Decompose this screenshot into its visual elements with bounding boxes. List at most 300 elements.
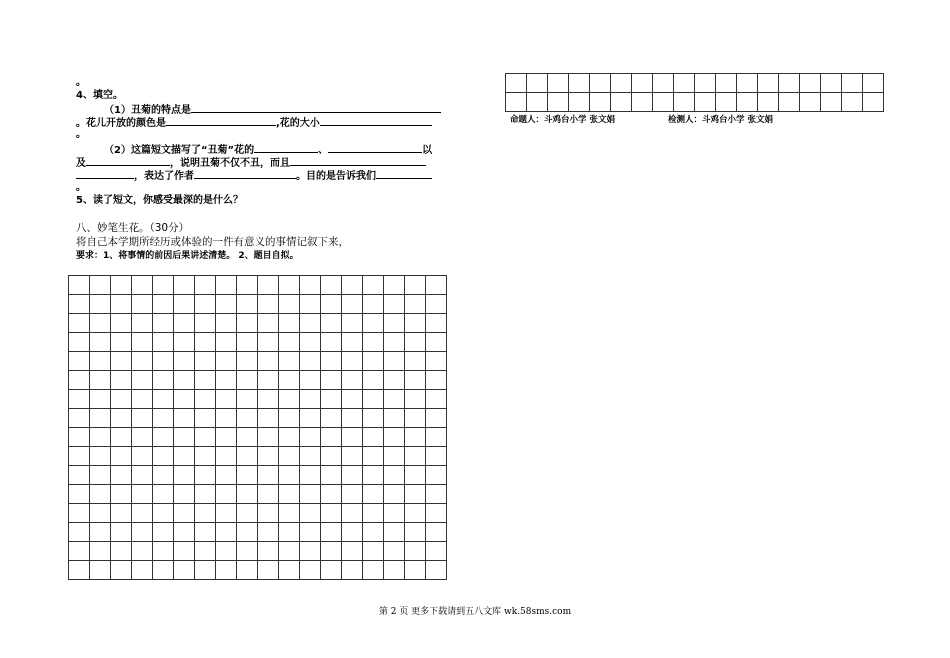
grid-cell[interactable] xyxy=(132,409,153,428)
grid-cell[interactable] xyxy=(195,561,216,580)
grid-cell[interactable] xyxy=(384,314,405,333)
grid-cell[interactable] xyxy=(132,390,153,409)
answer-blank[interactable] xyxy=(320,115,432,126)
composition-grid[interactable] xyxy=(68,275,447,580)
grid-cell[interactable] xyxy=(153,428,174,447)
grid-cell[interactable] xyxy=(237,561,258,580)
grid-cell[interactable] xyxy=(111,485,132,504)
grid-cell[interactable] xyxy=(384,561,405,580)
grid-cell[interactable] xyxy=(132,295,153,314)
grid-cell[interactable] xyxy=(363,504,384,523)
grid-cell[interactable] xyxy=(363,314,384,333)
grid-cell[interactable] xyxy=(405,542,426,561)
grid-cell[interactable] xyxy=(258,352,279,371)
grid-cell[interactable] xyxy=(342,523,363,542)
grid-cell[interactable] xyxy=(506,93,527,112)
grid-cell[interactable] xyxy=(216,542,237,561)
grid-cell[interactable] xyxy=(216,504,237,523)
grid-cell[interactable] xyxy=(258,276,279,295)
grid-cell[interactable] xyxy=(426,409,447,428)
grid-cell[interactable] xyxy=(153,504,174,523)
grid-cell[interactable] xyxy=(321,352,342,371)
composition-grid-continued[interactable] xyxy=(505,73,884,112)
grid-cell[interactable] xyxy=(342,542,363,561)
grid-cell[interactable] xyxy=(321,276,342,295)
grid-cell[interactable] xyxy=(132,352,153,371)
grid-cell[interactable] xyxy=(195,485,216,504)
grid-cell[interactable] xyxy=(279,352,300,371)
grid-cell[interactable] xyxy=(279,466,300,485)
grid-cell[interactable] xyxy=(216,314,237,333)
grid-cell[interactable] xyxy=(384,428,405,447)
grid-cell[interactable] xyxy=(258,485,279,504)
grid-cell[interactable] xyxy=(216,428,237,447)
answer-blank[interactable] xyxy=(86,155,170,166)
grid-cell[interactable] xyxy=(195,390,216,409)
grid-cell[interactable] xyxy=(237,276,258,295)
grid-cell[interactable] xyxy=(216,447,237,466)
grid-cell[interactable] xyxy=(653,93,674,112)
grid-cell[interactable] xyxy=(111,428,132,447)
grid-cell[interactable] xyxy=(237,504,258,523)
grid-cell[interactable] xyxy=(237,390,258,409)
grid-cell[interactable] xyxy=(279,314,300,333)
grid-cell[interactable] xyxy=(405,276,426,295)
grid-cell[interactable] xyxy=(569,93,590,112)
grid-cell[interactable] xyxy=(69,485,90,504)
grid-cell[interactable] xyxy=(132,314,153,333)
grid-cell[interactable] xyxy=(153,333,174,352)
grid-cell[interactable] xyxy=(174,276,195,295)
grid-cell[interactable] xyxy=(342,333,363,352)
grid-cell[interactable] xyxy=(716,93,737,112)
grid-cell[interactable] xyxy=(342,371,363,390)
grid-cell[interactable] xyxy=(342,390,363,409)
grid-cell[interactable] xyxy=(195,352,216,371)
grid-cell[interactable] xyxy=(132,523,153,542)
grid-cell[interactable] xyxy=(69,466,90,485)
grid-cell[interactable] xyxy=(321,371,342,390)
grid-cell[interactable] xyxy=(174,295,195,314)
grid-cell[interactable] xyxy=(384,276,405,295)
grid-cell[interactable] xyxy=(405,390,426,409)
grid-cell[interactable] xyxy=(132,466,153,485)
grid-cell[interactable] xyxy=(384,390,405,409)
grid-cell[interactable] xyxy=(321,390,342,409)
grid-cell[interactable] xyxy=(321,504,342,523)
grid-cell[interactable] xyxy=(90,466,111,485)
grid-cell[interactable] xyxy=(363,561,384,580)
grid-cell[interactable] xyxy=(174,447,195,466)
grid-cell[interactable] xyxy=(237,485,258,504)
grid-cell[interactable] xyxy=(237,447,258,466)
grid-cell[interactable] xyxy=(153,409,174,428)
grid-cell[interactable] xyxy=(363,485,384,504)
grid-cell[interactable] xyxy=(258,295,279,314)
grid-cell[interactable] xyxy=(69,447,90,466)
grid-cell[interactable] xyxy=(90,295,111,314)
grid-cell[interactable] xyxy=(258,523,279,542)
grid-cell[interactable] xyxy=(132,542,153,561)
grid-cell[interactable] xyxy=(321,466,342,485)
grid-cell[interactable] xyxy=(426,314,447,333)
grid-cell[interactable] xyxy=(90,276,111,295)
grid-cell[interactable] xyxy=(384,466,405,485)
grid-cell[interactable] xyxy=(69,314,90,333)
grid-cell[interactable] xyxy=(69,352,90,371)
grid-cell[interactable] xyxy=(279,428,300,447)
grid-cell[interactable] xyxy=(111,466,132,485)
grid-cell[interactable] xyxy=(342,561,363,580)
grid-cell[interactable] xyxy=(258,428,279,447)
grid-cell[interactable] xyxy=(237,371,258,390)
grid-cell[interactable] xyxy=(384,523,405,542)
grid-cell[interactable] xyxy=(300,542,321,561)
grid-cell[interactable] xyxy=(216,352,237,371)
grid-cell[interactable] xyxy=(426,447,447,466)
grid-cell[interactable] xyxy=(300,333,321,352)
grid-cell[interactable] xyxy=(342,485,363,504)
grid-cell[interactable] xyxy=(174,390,195,409)
grid-cell[interactable] xyxy=(237,466,258,485)
grid-cell[interactable] xyxy=(132,333,153,352)
grid-cell[interactable] xyxy=(237,352,258,371)
grid-cell[interactable] xyxy=(237,542,258,561)
grid-cell[interactable] xyxy=(674,93,695,112)
grid-cell[interactable] xyxy=(237,314,258,333)
grid-cell[interactable] xyxy=(300,523,321,542)
grid-cell[interactable] xyxy=(174,371,195,390)
grid-cell[interactable] xyxy=(132,447,153,466)
grid-cell[interactable] xyxy=(216,561,237,580)
grid-cell[interactable] xyxy=(174,428,195,447)
grid-cell[interactable] xyxy=(174,333,195,352)
grid-cell[interactable] xyxy=(611,74,632,93)
grid-cell[interactable] xyxy=(300,352,321,371)
grid-cell[interactable] xyxy=(363,466,384,485)
grid-cell[interactable] xyxy=(426,352,447,371)
grid-cell[interactable] xyxy=(195,428,216,447)
grid-cell[interactable] xyxy=(300,485,321,504)
grid-cell[interactable] xyxy=(363,295,384,314)
grid-cell[interactable] xyxy=(321,314,342,333)
grid-cell[interactable] xyxy=(342,314,363,333)
grid-cell[interactable] xyxy=(300,409,321,428)
grid-cell[interactable] xyxy=(821,74,842,93)
grid-cell[interactable] xyxy=(111,371,132,390)
grid-cell[interactable] xyxy=(153,466,174,485)
grid-cell[interactable] xyxy=(363,276,384,295)
grid-cell[interactable] xyxy=(779,93,800,112)
grid-cell[interactable] xyxy=(321,542,342,561)
answer-blank[interactable] xyxy=(194,168,296,179)
grid-cell[interactable] xyxy=(111,276,132,295)
grid-cell[interactable] xyxy=(237,333,258,352)
grid-cell[interactable] xyxy=(258,504,279,523)
grid-cell[interactable] xyxy=(321,561,342,580)
grid-cell[interactable] xyxy=(195,295,216,314)
grid-cell[interactable] xyxy=(153,390,174,409)
grid-cell[interactable] xyxy=(426,542,447,561)
grid-cell[interactable] xyxy=(342,428,363,447)
grid-cell[interactable] xyxy=(342,409,363,428)
grid-cell[interactable] xyxy=(216,466,237,485)
grid-cell[interactable] xyxy=(426,390,447,409)
grid-cell[interactable] xyxy=(279,485,300,504)
grid-cell[interactable] xyxy=(111,333,132,352)
grid-cell[interactable] xyxy=(132,561,153,580)
grid-cell[interactable] xyxy=(153,371,174,390)
grid-cell[interactable] xyxy=(279,295,300,314)
grid-cell[interactable] xyxy=(216,409,237,428)
grid-cell[interactable] xyxy=(569,74,590,93)
grid-cell[interactable] xyxy=(321,295,342,314)
answer-blank[interactable] xyxy=(166,115,276,126)
grid-cell[interactable] xyxy=(426,295,447,314)
grid-cell[interactable] xyxy=(695,74,716,93)
grid-cell[interactable] xyxy=(674,74,695,93)
grid-cell[interactable] xyxy=(405,561,426,580)
grid-cell[interactable] xyxy=(279,409,300,428)
grid-cell[interactable] xyxy=(111,447,132,466)
grid-cell[interactable] xyxy=(69,333,90,352)
grid-cell[interactable] xyxy=(632,74,653,93)
grid-cell[interactable] xyxy=(174,352,195,371)
grid-cell[interactable] xyxy=(153,447,174,466)
grid-cell[interactable] xyxy=(321,447,342,466)
answer-blank[interactable] xyxy=(254,142,318,153)
grid-cell[interactable] xyxy=(426,485,447,504)
grid-cell[interactable] xyxy=(153,314,174,333)
grid-cell[interactable] xyxy=(90,504,111,523)
grid-cell[interactable] xyxy=(384,371,405,390)
grid-cell[interactable] xyxy=(590,74,611,93)
grid-cell[interactable] xyxy=(842,93,863,112)
grid-cell[interactable] xyxy=(321,409,342,428)
grid-cell[interactable] xyxy=(363,409,384,428)
grid-cell[interactable] xyxy=(90,409,111,428)
grid-cell[interactable] xyxy=(405,371,426,390)
grid-cell[interactable] xyxy=(90,561,111,580)
grid-cell[interactable] xyxy=(90,371,111,390)
grid-cell[interactable] xyxy=(132,504,153,523)
grid-cell[interactable] xyxy=(279,447,300,466)
grid-cell[interactable] xyxy=(321,428,342,447)
grid-cell[interactable] xyxy=(342,295,363,314)
grid-cell[interactable] xyxy=(174,409,195,428)
grid-cell[interactable] xyxy=(195,371,216,390)
grid-cell[interactable] xyxy=(132,276,153,295)
grid-cell[interactable] xyxy=(216,371,237,390)
grid-cell[interactable] xyxy=(132,428,153,447)
grid-cell[interactable] xyxy=(195,523,216,542)
answer-blank[interactable] xyxy=(290,155,426,166)
grid-cell[interactable] xyxy=(426,371,447,390)
grid-cell[interactable] xyxy=(258,542,279,561)
grid-cell[interactable] xyxy=(279,504,300,523)
grid-cell[interactable] xyxy=(258,447,279,466)
grid-cell[interactable] xyxy=(258,409,279,428)
grid-cell[interactable] xyxy=(174,485,195,504)
grid-cell[interactable] xyxy=(405,314,426,333)
grid-cell[interactable] xyxy=(237,428,258,447)
grid-cell[interactable] xyxy=(405,409,426,428)
grid-cell[interactable] xyxy=(384,295,405,314)
grid-cell[interactable] xyxy=(405,485,426,504)
grid-cell[interactable] xyxy=(300,561,321,580)
grid-cell[interactable] xyxy=(426,276,447,295)
grid-cell[interactable] xyxy=(342,352,363,371)
grid-cell[interactable] xyxy=(384,504,405,523)
grid-cell[interactable] xyxy=(426,504,447,523)
grid-cell[interactable] xyxy=(384,485,405,504)
grid-cell[interactable] xyxy=(153,295,174,314)
grid-cell[interactable] xyxy=(111,504,132,523)
grid-cell[interactable] xyxy=(69,428,90,447)
grid-cell[interactable] xyxy=(384,542,405,561)
grid-cell[interactable] xyxy=(132,485,153,504)
grid-cell[interactable] xyxy=(611,93,632,112)
grid-cell[interactable] xyxy=(300,371,321,390)
grid-cell[interactable] xyxy=(426,561,447,580)
grid-cell[interactable] xyxy=(69,523,90,542)
grid-cell[interactable] xyxy=(300,295,321,314)
grid-cell[interactable] xyxy=(90,485,111,504)
grid-cell[interactable] xyxy=(384,333,405,352)
grid-cell[interactable] xyxy=(653,74,674,93)
grid-cell[interactable] xyxy=(716,74,737,93)
grid-cell[interactable] xyxy=(174,561,195,580)
grid-cell[interactable] xyxy=(300,428,321,447)
grid-cell[interactable] xyxy=(321,333,342,352)
grid-cell[interactable] xyxy=(363,542,384,561)
grid-cell[interactable] xyxy=(132,371,153,390)
grid-cell[interactable] xyxy=(426,523,447,542)
grid-cell[interactable] xyxy=(405,295,426,314)
grid-cell[interactable] xyxy=(300,504,321,523)
grid-cell[interactable] xyxy=(111,561,132,580)
grid-cell[interactable] xyxy=(384,447,405,466)
grid-cell[interactable] xyxy=(216,523,237,542)
grid-cell[interactable] xyxy=(632,93,653,112)
grid-cell[interactable] xyxy=(195,333,216,352)
grid-cell[interactable] xyxy=(342,276,363,295)
grid-cell[interactable] xyxy=(800,93,821,112)
grid-cell[interactable] xyxy=(363,523,384,542)
grid-cell[interactable] xyxy=(342,466,363,485)
grid-cell[interactable] xyxy=(69,390,90,409)
grid-cell[interactable] xyxy=(174,504,195,523)
grid-cell[interactable] xyxy=(258,466,279,485)
grid-cell[interactable] xyxy=(153,542,174,561)
grid-cell[interactable] xyxy=(405,428,426,447)
grid-cell[interactable] xyxy=(405,333,426,352)
grid-cell[interactable] xyxy=(216,276,237,295)
grid-cell[interactable] xyxy=(174,466,195,485)
grid-cell[interactable] xyxy=(758,93,779,112)
grid-cell[interactable] xyxy=(842,74,863,93)
answer-blank[interactable] xyxy=(376,168,432,179)
grid-cell[interactable] xyxy=(90,390,111,409)
grid-cell[interactable] xyxy=(695,93,716,112)
grid-cell[interactable] xyxy=(426,333,447,352)
grid-cell[interactable] xyxy=(590,93,611,112)
grid-cell[interactable] xyxy=(384,352,405,371)
grid-cell[interactable] xyxy=(111,295,132,314)
grid-cell[interactable] xyxy=(174,314,195,333)
grid-cell[interactable] xyxy=(300,447,321,466)
grid-cell[interactable] xyxy=(90,542,111,561)
grid-cell[interactable] xyxy=(279,561,300,580)
grid-cell[interactable] xyxy=(111,352,132,371)
grid-cell[interactable] xyxy=(216,390,237,409)
grid-cell[interactable] xyxy=(405,352,426,371)
grid-cell[interactable] xyxy=(258,390,279,409)
grid-cell[interactable] xyxy=(153,352,174,371)
grid-cell[interactable] xyxy=(174,523,195,542)
answer-blank[interactable] xyxy=(76,168,134,179)
grid-cell[interactable] xyxy=(195,504,216,523)
grid-cell[interactable] xyxy=(321,485,342,504)
grid-cell[interactable] xyxy=(363,447,384,466)
grid-cell[interactable] xyxy=(69,371,90,390)
grid-cell[interactable] xyxy=(111,542,132,561)
grid-cell[interactable] xyxy=(258,333,279,352)
grid-cell[interactable] xyxy=(506,74,527,93)
grid-cell[interactable] xyxy=(69,276,90,295)
grid-cell[interactable] xyxy=(863,74,884,93)
grid-cell[interactable] xyxy=(111,390,132,409)
grid-cell[interactable] xyxy=(821,93,842,112)
grid-cell[interactable] xyxy=(153,523,174,542)
grid-cell[interactable] xyxy=(548,93,569,112)
grid-cell[interactable] xyxy=(279,390,300,409)
grid-cell[interactable] xyxy=(258,561,279,580)
grid-cell[interactable] xyxy=(153,276,174,295)
answer-blank[interactable] xyxy=(191,102,441,113)
grid-cell[interactable] xyxy=(363,428,384,447)
grid-cell[interactable] xyxy=(548,74,569,93)
grid-cell[interactable] xyxy=(237,295,258,314)
grid-cell[interactable] xyxy=(216,485,237,504)
grid-cell[interactable] xyxy=(111,409,132,428)
grid-cell[interactable] xyxy=(90,314,111,333)
grid-cell[interactable] xyxy=(426,466,447,485)
grid-cell[interactable] xyxy=(342,504,363,523)
grid-cell[interactable] xyxy=(216,333,237,352)
grid-cell[interactable] xyxy=(90,428,111,447)
grid-cell[interactable] xyxy=(300,390,321,409)
grid-cell[interactable] xyxy=(527,74,548,93)
grid-cell[interactable] xyxy=(111,314,132,333)
grid-cell[interactable] xyxy=(279,542,300,561)
grid-cell[interactable] xyxy=(216,295,237,314)
grid-cell[interactable] xyxy=(279,371,300,390)
grid-cell[interactable] xyxy=(363,371,384,390)
grid-cell[interactable] xyxy=(69,504,90,523)
grid-cell[interactable] xyxy=(174,542,195,561)
grid-cell[interactable] xyxy=(237,409,258,428)
grid-cell[interactable] xyxy=(69,561,90,580)
grid-cell[interactable] xyxy=(758,74,779,93)
grid-cell[interactable] xyxy=(779,74,800,93)
grid-cell[interactable] xyxy=(279,523,300,542)
grid-cell[interactable] xyxy=(300,314,321,333)
grid-cell[interactable] xyxy=(153,561,174,580)
grid-cell[interactable] xyxy=(258,314,279,333)
grid-cell[interactable] xyxy=(342,447,363,466)
grid-cell[interactable] xyxy=(405,447,426,466)
